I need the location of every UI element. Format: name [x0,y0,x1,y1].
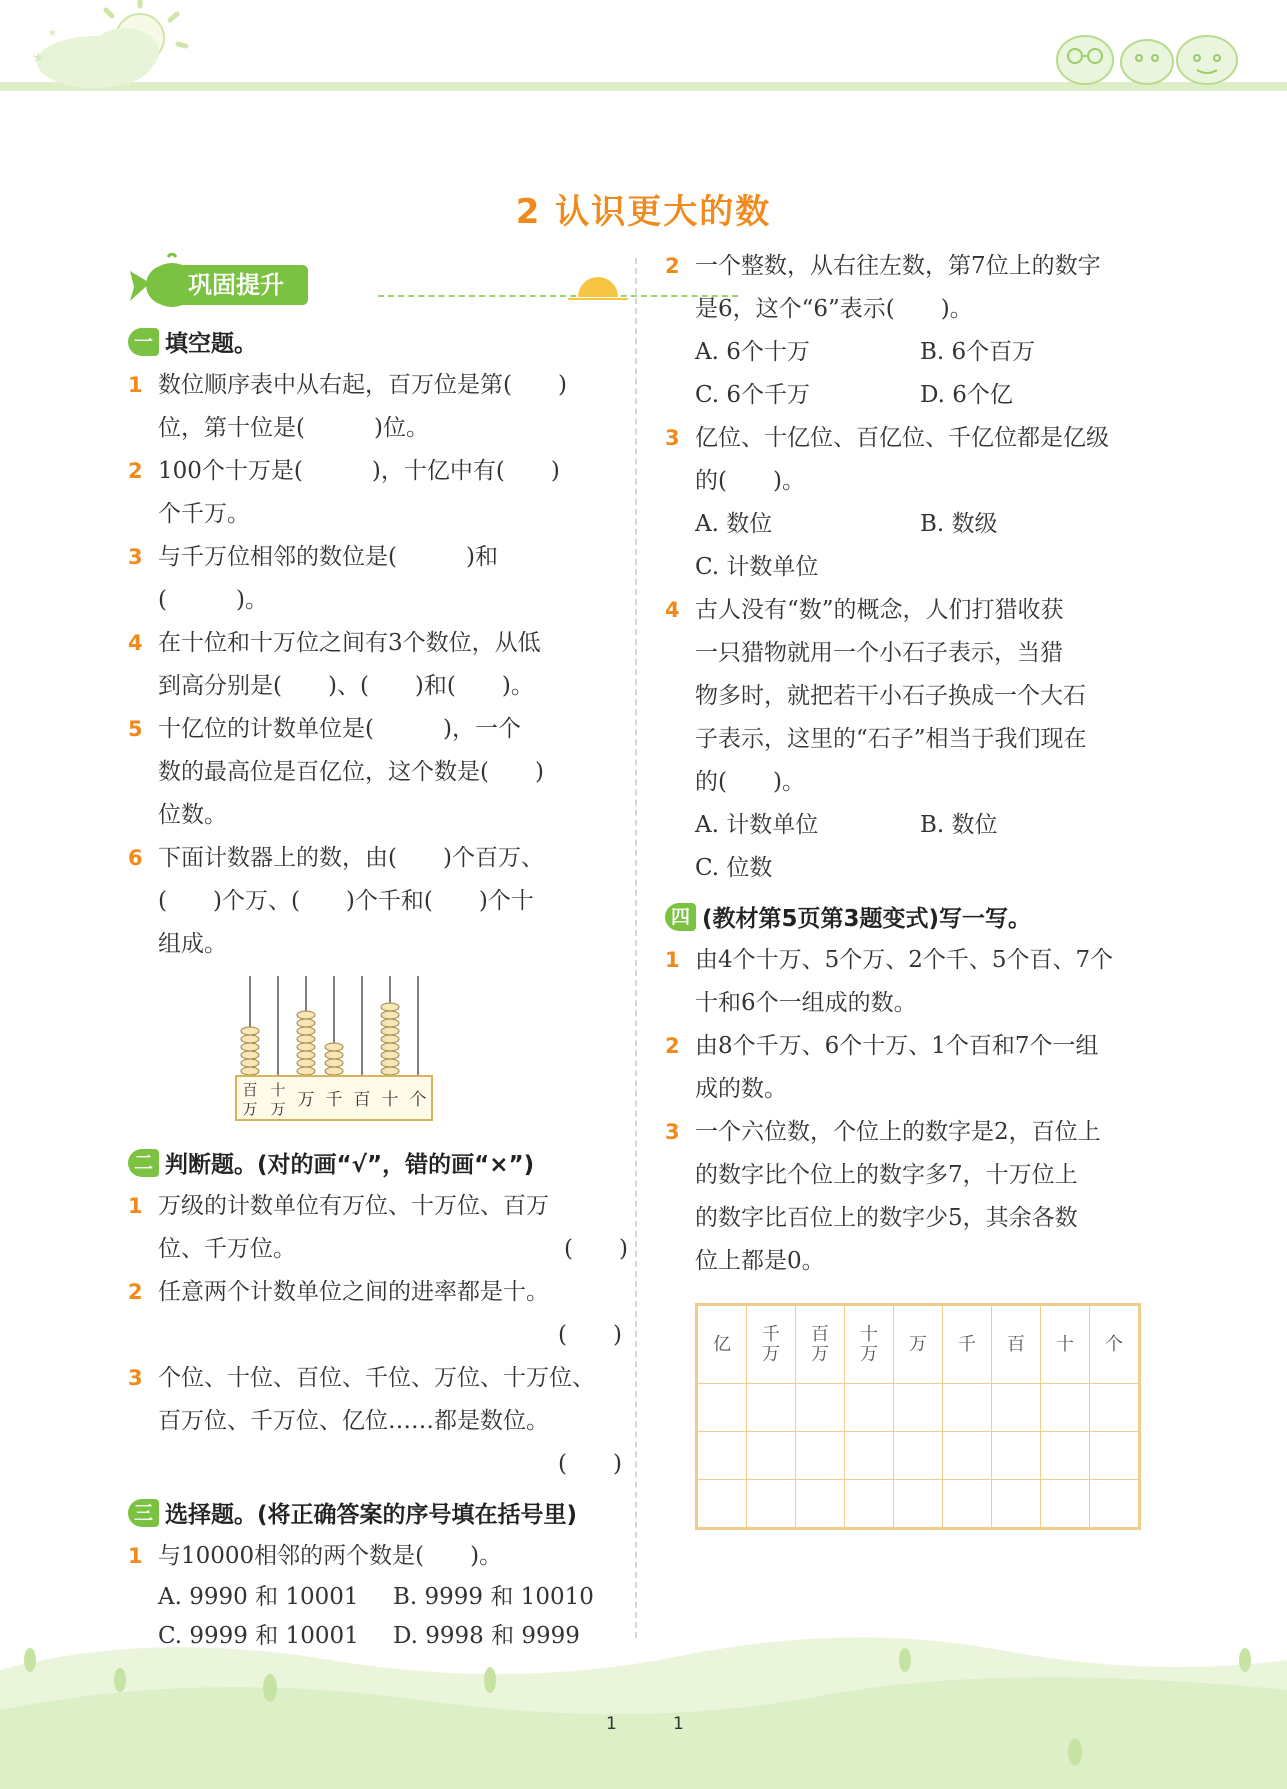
place-header-char: 百 [811,1323,829,1345]
question-text-line: 个千万。 [158,501,250,527]
place-value-header-row [698,1306,1139,1384]
left-column [128,245,628,1656]
question-text-line: ( )个万、( )个千和( )个十 [158,888,534,914]
place-cell[interactable] [1041,1432,1090,1480]
place-cell[interactable] [1090,1384,1139,1432]
question-text-line: 成的数。 [695,1076,787,1102]
question-text-line: 下面计数器上的数，由( )个百万、 [158,845,544,871]
question-text-line: 到高分别是( )、( )和( )。 [158,673,534,699]
place-header-char: 百 [1007,1333,1025,1355]
question-1-3 [128,536,628,622]
question-text-line: 位、千万位。 [158,1236,296,1262]
place-header-char: 千 [958,1333,976,1355]
place-cell[interactable] [943,1480,992,1528]
question-text-line: 子表示，这里的“石子”相当于我们现在 [695,726,1087,752]
place-cell[interactable] [796,1384,845,1432]
place-header-char: 千 [762,1323,780,1345]
section-badge: 三 [128,1499,159,1527]
abacus-bead [381,1059,399,1067]
section-fill-blank-heading [128,325,628,358]
animal-faces-decoration [1047,20,1247,90]
choice-option[interactable]: C. 位数 [695,855,773,881]
place-cell[interactable] [1090,1480,1139,1528]
place-header-char: 亿 [713,1333,731,1355]
hills-landscape [0,1620,1287,1789]
place-value-row [698,1432,1139,1480]
choice-option[interactable]: B. 数级 [920,511,998,537]
question-number: 2 [128,459,143,483]
question-text-line: 数位顺序表中从右起，百万位是第( ) [158,372,567,398]
abacus-bead [241,1059,259,1067]
question-text-line: 的数字比百位上的数字少5，其余各数 [695,1205,1078,1231]
svg-text:★: ★ [32,50,45,66]
question-number: 4 [665,598,680,622]
question-text-line: 一个六位数，个位上的数字是2，百位上 [695,1119,1101,1145]
place-cell[interactable] [992,1480,1041,1528]
abacus-bead [297,1059,315,1067]
choice-option[interactable]: B. 9999 和 10010 [393,1584,594,1610]
place-cell[interactable] [1041,1384,1090,1432]
abacus-bead [325,1043,343,1051]
question-text-line: 百万位、千万位、亿位……都是数位。 [158,1408,549,1434]
place-cell[interactable] [943,1384,992,1432]
question-text-line: 数的最高位是百亿位，这个数是( ) [158,759,544,785]
question-3-3 [665,417,1145,503]
question-4-1 [665,939,1145,1025]
abacus-bead [241,1035,259,1043]
place-value-row [698,1384,1139,1432]
place-cell[interactable] [747,1384,796,1432]
abacus-bead [381,1035,399,1043]
abacus-label: 百 [242,1081,258,1099]
place-header-cell [845,1306,894,1384]
abacus-bead [241,1043,259,1051]
abacus-bead [297,1067,315,1075]
abacus-label: 个 [409,1090,427,1110]
place-header-cell [1041,1306,1090,1384]
abacus-bead [325,1067,343,1075]
choice-option[interactable]: A. 计数单位 [695,812,819,838]
question-text-line: 的( )。 [695,769,805,795]
section-write-heading [665,900,1145,933]
svg-text:★: ★ [48,28,57,39]
question-number: 4 [128,631,143,655]
abacus-bead [381,1019,399,1027]
question-2-3 [128,1357,628,1486]
question-3-4 [665,589,1145,804]
abacus-bead [381,1027,399,1035]
question-text-line: 位，第十位是( )位。 [158,415,429,441]
question-number: 6 [128,846,143,870]
section-true-false-heading [128,1146,628,1179]
place-cell[interactable] [1041,1480,1090,1528]
answer-bracket[interactable]: ( ) [558,1451,622,1477]
question-3-2 [665,245,1145,331]
abacus-bead [297,1043,315,1051]
answer-bracket[interactable]: ( ) [564,1236,628,1262]
abacus-bead [241,1051,259,1059]
question-2-2 [128,1271,628,1357]
abacus-bead [381,1011,399,1019]
question-4-3 [665,1111,1145,1283]
choice-option[interactable]: B. 数位 [920,812,998,838]
section-badge: 一 [128,328,159,356]
abacus-bead [241,1067,259,1075]
question-number: 5 [128,717,143,741]
question-text-line: 100个十万是( )，十亿中有( ) [158,458,560,484]
place-value-row [698,1480,1139,1528]
question-number: 1 [128,1544,143,1568]
place-header-char: 万 [860,1343,878,1365]
question-number: 3 [665,426,680,450]
question-2-1 [128,1185,628,1271]
place-cell[interactable] [992,1384,1041,1432]
place-cell[interactable] [894,1432,943,1480]
question-text-line: 十和6个一组成的数。 [695,990,917,1016]
question-number: 1 [128,1194,143,1218]
abacus-bead [325,1051,343,1059]
abacus-label: 千 [325,1090,343,1110]
place-cell[interactable] [845,1480,894,1528]
question-text-line: 个位、十位、百位、千位、万位、十万位、 [158,1365,595,1391]
abacus-label: 万 [270,1100,286,1118]
question-text-line: 是6，这个“6”表示( )。 [695,296,973,322]
abacus-bead [297,1027,315,1035]
abacus-counter [228,974,438,1124]
abacus-bead [297,1011,315,1019]
question-4-2 [665,1025,1145,1111]
question-text-line: ( )。 [158,587,268,613]
question-text-line: 古人没有“数”的概念，人们打猎收获 [695,597,1064,623]
place-header-char: 万 [762,1343,780,1365]
question-text-line: 位数。 [158,802,227,828]
place-header-char: 万 [909,1333,927,1355]
place-cell[interactable] [698,1432,747,1480]
section-title: (教材第5页第3题变式)写一写。 [702,906,1032,932]
column-divider [635,258,637,1638]
banner-label: 巩固提升 [146,265,308,305]
question-text-line: 在十位和十万位之间有3个数位，从低 [158,630,541,656]
question-text-line: 与10000相邻的两个数是( )。 [158,1543,503,1569]
abacus-bead [381,1003,399,1011]
place-header-cell [894,1306,943,1384]
choice-options [665,331,1145,417]
section-title: 填空题。 [165,331,258,357]
question-text-line: 由4个十万、5个万、2个千、5个百、7个 [695,947,1114,973]
place-cell[interactable] [894,1384,943,1432]
place-cell[interactable] [992,1432,1041,1480]
question-text-line: 亿位、十亿位、百亿位、千亿位都是亿级 [695,425,1109,451]
choice-option[interactable]: A. 数位 [695,511,773,537]
question-number: 2 [665,254,680,278]
place-cell[interactable] [894,1480,943,1528]
question-text-line: 由8个千万、6个十万、1个百和7个一组 [695,1033,1099,1059]
page-number-right: 1 [673,1714,684,1734]
place-cell[interactable] [943,1432,992,1480]
choice-option[interactable]: C. 6个千万 [695,382,811,408]
sunset-icon [568,273,628,303]
abacus-label: 十 [270,1081,286,1099]
page-number-left: 1 [606,1714,617,1734]
place-header-char: 个 [1105,1333,1123,1355]
place-cell[interactable] [796,1480,845,1528]
section-choice-heading [128,1496,628,1529]
question-text-line: 物多时，就把若干小石子换成一个大石 [695,683,1086,709]
place-cell[interactable] [845,1384,894,1432]
question-text-line: 任意两个计数单位之间的进率都是十。 [158,1279,549,1305]
choice-option[interactable]: B. 6个百万 [920,339,1036,365]
abacus-bead [241,1027,259,1035]
question-1-5 [128,708,628,837]
abacus-bead [297,1035,315,1043]
place-cell[interactable] [747,1432,796,1480]
question-number: 3 [128,545,143,569]
abacus-bead [297,1051,315,1059]
question-1-6 [128,837,628,966]
place-header-cell [796,1306,845,1384]
question-text-line: 组成。 [158,931,227,957]
question-1-2 [128,450,628,536]
place-header-cell [943,1306,992,1384]
question-text-line: 一个整数，从右往左数，第7位上的数字 [695,253,1101,279]
sun-cloud-decoration [0,0,200,100]
place-header-cell [1090,1306,1139,1384]
answer-bracket[interactable]: ( ) [558,1322,622,1348]
abacus-label: 万 [242,1100,258,1118]
section-banner [128,245,628,315]
question-text-line: 的数字比个位上的数字多7，十万位上 [695,1162,1078,1188]
section-title: 判断题。(对的画“√”，错的画“×”) [165,1152,535,1178]
question-number: 1 [665,948,680,972]
question-number: 2 [128,1280,143,1304]
question-text-line: 一只猎物就用一个小石子表示，当猎 [695,640,1063,666]
abacus-bead [297,1019,315,1027]
place-cell[interactable] [796,1432,845,1480]
page-title: 2 认识更大的数 [515,192,772,232]
abacus-label: 百 [353,1090,371,1110]
question-1-4 [128,622,628,708]
choice-option[interactable]: A. 9990 和 10001 [158,1584,359,1610]
choice-option[interactable]: A. 6个十万 [695,339,810,365]
question-text-line: 的( )。 [695,468,805,494]
place-value-table [697,1305,1139,1528]
place-cell[interactable] [845,1432,894,1480]
question-3-1 [128,1535,628,1578]
choice-options [665,804,1145,890]
abacus-bead [325,1059,343,1067]
question-number: 3 [128,1366,143,1390]
abacus-bead [381,1067,399,1075]
question-text-line: 位上都是0。 [695,1248,825,1274]
question-text-line: 十亿位的计数单位是( )，一个 [158,716,521,742]
abacus-label: 万 [297,1090,315,1110]
choice-option[interactable]: C. 9999 和 10001 [158,1623,359,1649]
place-header-char: 十 [860,1323,878,1345]
question-text-line: 与千万位相邻的数位是( )和 [158,544,498,570]
section-badge: 四 [665,903,696,931]
place-header-char: 十 [1056,1333,1074,1355]
abacus-bead [381,1043,399,1051]
abacus-bead [381,1051,399,1059]
choice-option[interactable]: C. 计数单位 [695,554,819,580]
question-number: 2 [665,1034,680,1058]
question-text-line: 万级的计数单位有万位、十万位、百万 [158,1193,549,1219]
choice-option[interactable]: D. 6个亿 [920,382,1013,408]
place-cell[interactable] [1090,1432,1139,1480]
place-cell[interactable] [698,1480,747,1528]
place-header-cell [992,1306,1041,1384]
abacus-label: 十 [381,1090,399,1110]
section-title: 选择题。(将正确答案的序号填在括号里) [165,1502,578,1528]
choice-options [665,503,1145,589]
place-cell[interactable] [698,1384,747,1432]
question-1-1 [128,364,628,450]
choice-option[interactable]: D. 9998 和 9999 [393,1623,580,1649]
question-number: 3 [665,1120,680,1144]
section-badge: 二 [128,1149,159,1177]
right-column [665,245,1145,1528]
place-header-cell [747,1306,796,1384]
place-header-char: 万 [811,1343,829,1365]
place-header-cell [698,1306,747,1384]
question-number: 1 [128,373,143,397]
place-cell[interactable] [747,1480,796,1528]
